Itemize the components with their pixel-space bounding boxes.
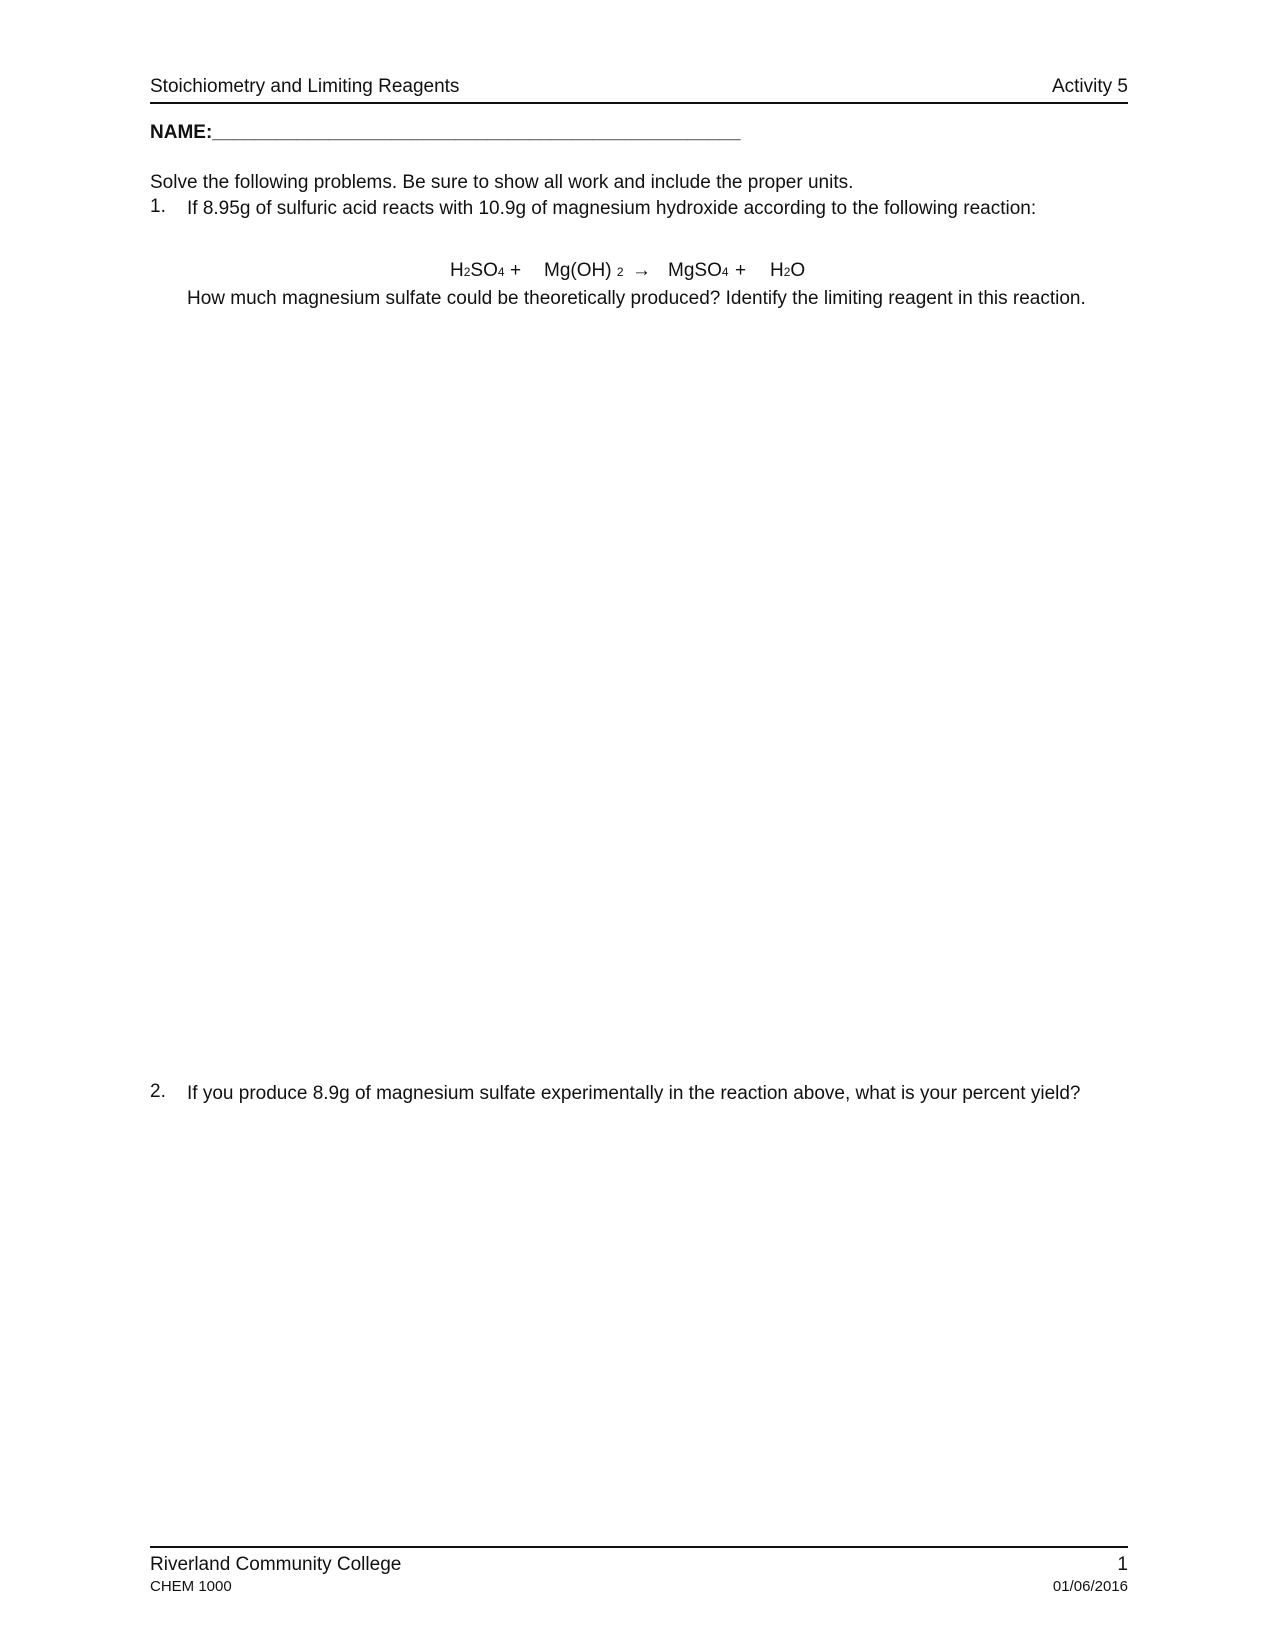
question-2-number: 2. [150, 1081, 166, 1102]
question-1-number: 1. [150, 196, 166, 217]
page-number: 1 [1117, 1554, 1128, 1575]
reaction-arrow-icon: → [632, 260, 651, 281]
plus-sign: + [510, 260, 522, 281]
plus-sign: + [735, 260, 747, 281]
product-h2o: H2O [770, 260, 806, 281]
page-header [150, 76, 1128, 104]
product-mgso4: MgSO4 [668, 260, 729, 281]
question-2-text: If you produce 8.9g of magnesium sulfate experimentally in the reaction above, what is your percent yield? [187, 1083, 1081, 1104]
document-title: Stoichiometry and Limiting Reagents [150, 76, 460, 97]
question-1-followup: How much magnesium sulfate could be theoretically produced? Identify the limiting reagent in this reaction. [187, 288, 1086, 309]
institution-name: Riverland Community College [150, 1554, 402, 1575]
page-footer [150, 1546, 1128, 1595]
reactant-mgoh2: Mg(OH) 2 [544, 260, 624, 281]
instructions: Solve the following problems. Be sure to show all work and include the proper units. [150, 172, 854, 193]
chemical-equation [0, 260, 1275, 286]
name-field: NAME:__________________________________________________ [150, 122, 741, 143]
question-1-text: If 8.95g of sulfuric acid reacts with 10.9g of magnesium hydroxide according to the following reaction: [187, 198, 1037, 219]
course-code: CHEM 1000 [150, 1578, 232, 1595]
activity-label: Activity 5 [1051, 76, 1128, 97]
reactant-h2so4: H2SO4 [450, 260, 505, 281]
footer-date: 01/06/2016 [1052, 1578, 1128, 1595]
